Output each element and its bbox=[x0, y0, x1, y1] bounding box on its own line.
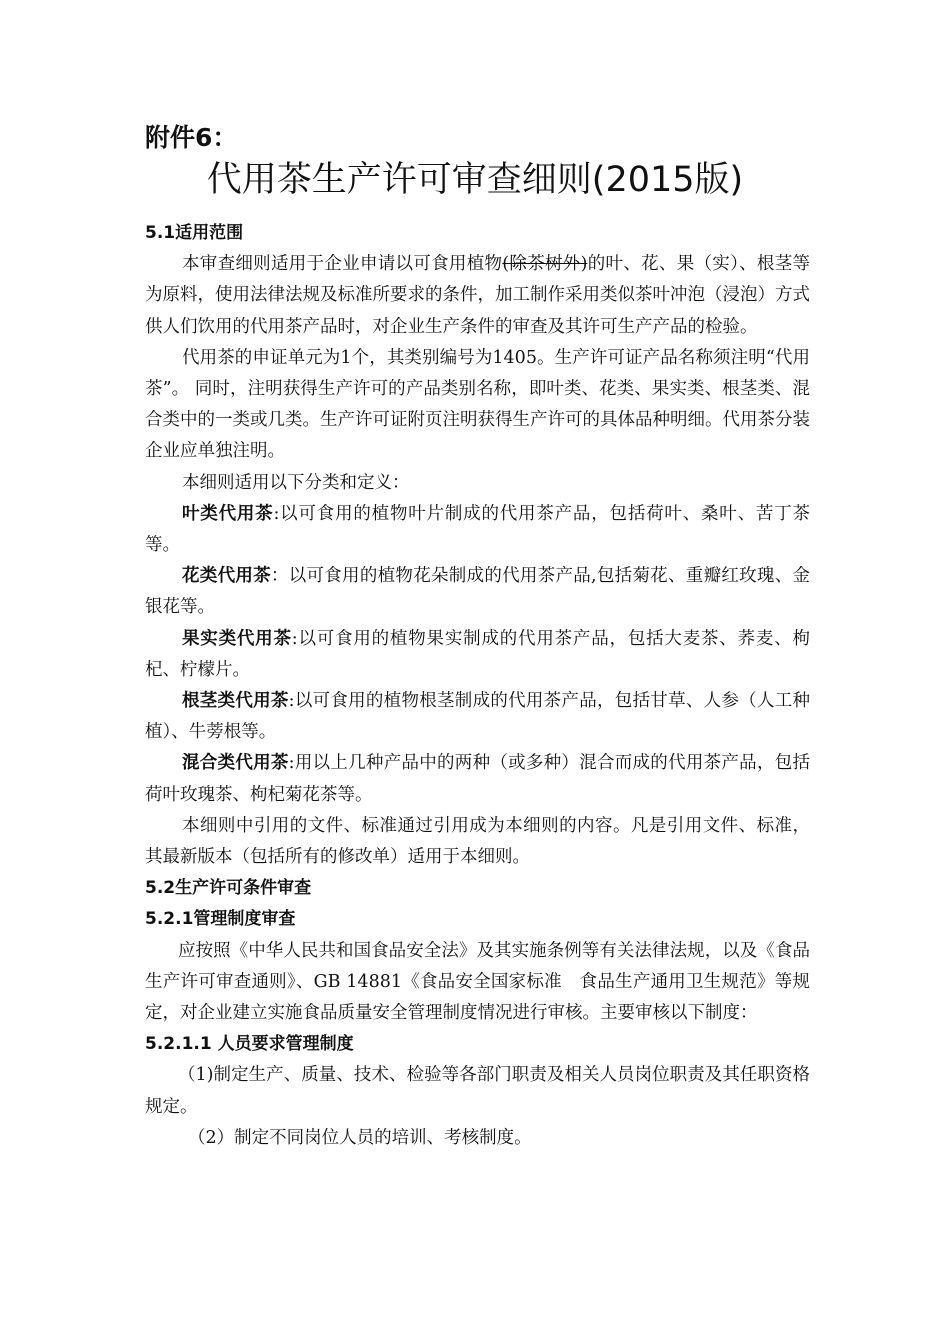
definition-term: 果实类代用茶 bbox=[182, 628, 292, 649]
paragraph-management-review: 应按照《中华人民共和国食品安全法》及其实施条例等有关法律法规，以及《食品生产许可审查通则》、GB 14881《食品安全国家标准 食品生产通用卫生规范》等规定，对企业建立实施食品质量安全管理制度情况进行审核。主要审核以下制度： bbox=[145, 940, 810, 1024]
definition-text: ：以可食用的植物花朵制成的代用茶产品,包括菊花、重瓣红玫瑰、金银花等。 bbox=[145, 566, 811, 618]
section-heading-5-2: 5.2生产许可条件审查 bbox=[145, 878, 312, 899]
paragraph-classification-intro: 本细则适用以下分类和定义： bbox=[182, 472, 410, 493]
paragraph-unit: 代用茶的申证单元为1个，其类别编号为1405。生产许可证产品名称须注明“代用茶”。 同时，注明获得生产许可的产品类别名称，即叶类、花类、果实类、根茎类、混合类中的一类或几类。生产许可证附页注明获得生产许可的具体品种明细。代用茶分装企业应单独注明。 bbox=[145, 347, 810, 462]
struck-text: (除茶树外) bbox=[502, 254, 588, 275]
definition-term: 混合类代用茶 bbox=[182, 753, 289, 774]
definition-text: :以可食用的植物叶片制成的代用茶产品，包括荷叶、桑叶、苦丁茶等。 bbox=[145, 503, 810, 556]
definition-term: 花类代用茶 bbox=[182, 566, 271, 587]
section-heading-5-1: 5.1适用范围 bbox=[145, 223, 244, 243]
definition-term: 根茎类代用茶 bbox=[182, 691, 289, 712]
definition-fruit bbox=[145, 624, 810, 686]
scope-text-post: 的叶、花、果（实）、根茎等为原料，使用法律法规及标准所要求的条件，加工制作采用类似茶叶冲泡（浸泡）方式供人们饮用的代用茶产品时，对企业生产条件的审查及其许可生产产品的检验。 bbox=[145, 254, 811, 337]
definition-flower bbox=[145, 561, 810, 623]
list-item-1: （1)制定生产、质量、技术、检验等各部门职责及相关人员岗位职责及其任职资格规定。 bbox=[145, 1065, 810, 1117]
definition-term: 叶类代用茶 bbox=[182, 503, 274, 524]
document-title: 代用茶生产许可审查细则(2015版) bbox=[206, 160, 744, 200]
list-item-2: （2）制定不同岗位人员的培训、考核制度。 bbox=[188, 1127, 532, 1148]
section-heading-5-2-1-1: 5.2.1.1 人员要求管理制度 bbox=[145, 1034, 354, 1055]
definition-text: :以可食用的植物根茎制成的代用茶产品，包括甘草、人参（人工种植）、牛蒡根等。 bbox=[145, 691, 810, 743]
definition-text: :以可食用的植物果实制成的代用茶产品，包括大麦茶、荞麦、枸杞、柠檬片。 bbox=[145, 628, 810, 680]
definition-text: :用以上几种产品中的两种（或多种）混合而成的代用茶产品，包括荷叶玫瑰茶、枸杞菊花茶等。 bbox=[145, 753, 810, 805]
document-body bbox=[145, 218, 810, 1154]
definition-root bbox=[145, 686, 810, 748]
section-heading-5-2-1: 5.2.1管理制度审查 bbox=[145, 909, 296, 930]
definition-mixed bbox=[145, 748, 810, 810]
paragraph-references: 本细则中引用的文件、标准通过引用成为本细则的内容。凡是引用文件、标准，其最新版本（包括所有的修改单）适用于本细则。 bbox=[145, 815, 810, 868]
paragraph-scope bbox=[145, 249, 810, 343]
definition-leaf bbox=[145, 499, 810, 561]
scope-text-pre: 本审查细则适用于企业申请以可食用植物 bbox=[182, 254, 503, 275]
attachment-label: 附件6： bbox=[145, 123, 238, 152]
